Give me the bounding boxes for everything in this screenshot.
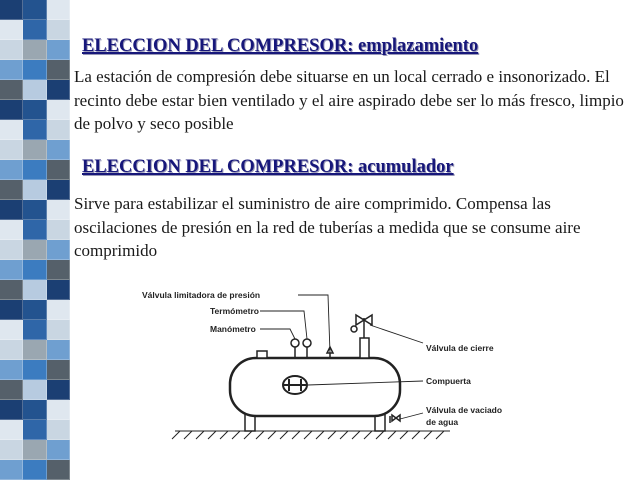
sidebar-tile [47, 100, 70, 120]
label-shutoff-valve: Válvula de cierre [426, 343, 494, 353]
sidebar-tile [0, 100, 23, 120]
sidebar-tile [47, 460, 70, 480]
sidebar-tile [0, 340, 23, 360]
sidebar-tile [23, 60, 46, 80]
label-thermometer: Termómetro [210, 306, 259, 316]
sidebar-tile [23, 180, 46, 200]
sidebar-tile [23, 100, 46, 120]
sidebar-tile [23, 400, 46, 420]
sidebar-tile [23, 160, 46, 180]
sidebar-tile [47, 280, 70, 300]
sidebar-tile [47, 240, 70, 260]
sidebar-tile [47, 60, 70, 80]
gauges [257, 339, 333, 358]
label-drain-valve-1: Válvula de vaciado [426, 405, 503, 415]
ground-hatch [172, 431, 450, 439]
tank-body [230, 358, 400, 416]
sidebar-tile [0, 180, 23, 200]
sidebar-tile [47, 380, 70, 400]
sidebar-tile [47, 180, 70, 200]
sidebar-tile [47, 420, 70, 440]
sidebar-tile [47, 220, 70, 240]
sidebar-tile [23, 240, 46, 260]
sidebar-tile [23, 420, 46, 440]
outlet-pipe [351, 315, 372, 358]
sidebar-tile [23, 200, 46, 220]
sidebar-tile [0, 320, 23, 340]
sidebar-tile [47, 120, 70, 140]
sidebar-tile [23, 80, 46, 100]
sidebar-tile [0, 440, 23, 460]
sidebar-tile [23, 0, 46, 20]
sidebar-tile [0, 20, 23, 40]
sidebar-tile [23, 40, 46, 60]
sidebar-tile [0, 160, 23, 180]
drain-valve [390, 415, 400, 423]
section-text-acumulador: Sirve para estabilizar el suministro de aire comprimido. Compensa las oscilaciones de presión en la red de tuberías a medida que se consume aire comprimido [74, 194, 581, 260]
sidebar-tile [0, 400, 23, 420]
sidebar-tile [0, 0, 23, 20]
label-hatch: Compuerta [426, 376, 471, 386]
section-text-emplazamiento: La estación de compresión debe situarse en un local cerrado e insonorizado. El recinto debe estar bien ventilado y el aire aspirado debe ser lo más fresco, limpio de polvo y seco posible [74, 67, 624, 133]
sidebar-tile [23, 280, 46, 300]
sidebar-tile [47, 300, 70, 320]
sidebar-tile [47, 320, 70, 340]
section-heading-acumulador: ELECCION DEL COMPRESOR: acumulador [82, 157, 454, 177]
sidebar-tile [0, 420, 23, 440]
sidebar-tile [47, 400, 70, 420]
sidebar-tile [0, 460, 23, 480]
sidebar-tile [23, 220, 46, 240]
sidebar-tile [23, 460, 46, 480]
sidebar-tile [23, 360, 46, 380]
sidebar-tile [0, 240, 23, 260]
accumulator-tank-diagram [120, 283, 540, 473]
sidebar-tile [0, 120, 23, 140]
label-drain-valve-2: de agua [426, 417, 459, 427]
sidebar-tile [23, 380, 46, 400]
label-limit-valve: Válvula limitadora de presión [142, 290, 261, 300]
sidebar-tile [47, 20, 70, 40]
label-manometer: Manómetro [210, 324, 256, 334]
sidebar-tile [47, 40, 70, 60]
sidebar-tile [47, 340, 70, 360]
sidebar-tile [47, 160, 70, 180]
sidebar-tile [0, 360, 23, 380]
sidebar-tile [0, 140, 23, 160]
sidebar-tile [0, 220, 23, 240]
sidebar-tile [0, 280, 23, 300]
sidebar-tile [0, 80, 23, 100]
sidebar-tile [23, 20, 46, 40]
sidebar-tile [47, 200, 70, 220]
sidebar-tile [23, 140, 46, 160]
sidebar-tile [0, 260, 23, 280]
sidebar-tile [47, 440, 70, 460]
sidebar-tile [0, 380, 23, 400]
sidebar-tile [23, 340, 46, 360]
sidebar-tile [47, 0, 70, 20]
sidebar-tile [23, 440, 46, 460]
sidebar-tile [0, 300, 23, 320]
sidebar-tile [47, 80, 70, 100]
sidebar-tile [47, 140, 70, 160]
sidebar-tile [23, 120, 46, 140]
section-heading-emplazamiento: ELECCION DEL COMPRESOR: emplazamiento [82, 36, 479, 56]
decorative-sidebar [0, 0, 70, 479]
sidebar-tile [0, 200, 23, 220]
sidebar-tile [0, 60, 23, 80]
sidebar-tile [23, 260, 46, 280]
sidebar-tile [0, 40, 23, 60]
sidebar-tile [47, 360, 70, 380]
sidebar-tile [47, 260, 70, 280]
sidebar-tile [23, 300, 46, 320]
sidebar-tile [23, 320, 46, 340]
